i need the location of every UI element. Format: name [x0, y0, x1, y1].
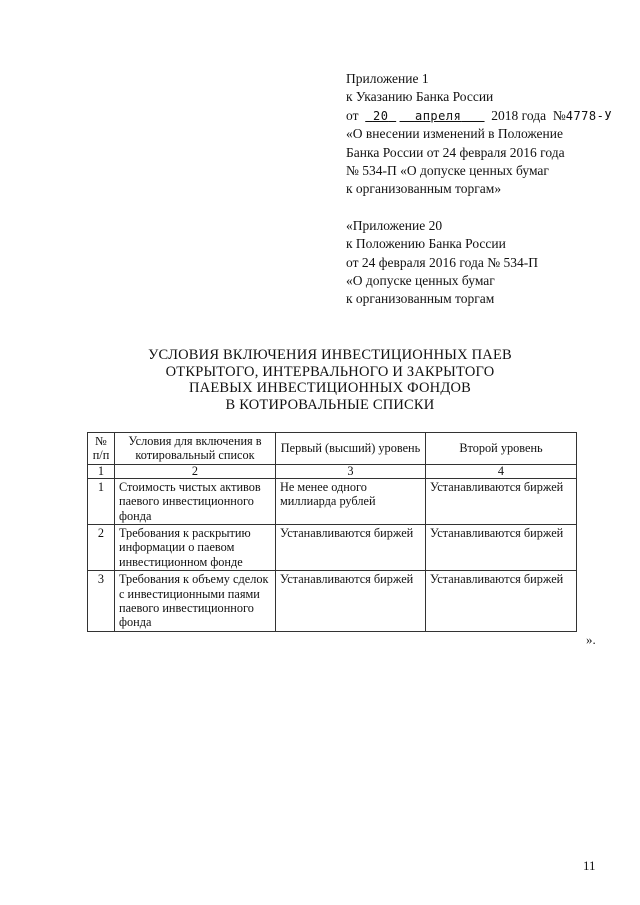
- row-condition: Требования к раскрытию информации о паевом инвестиционном фонде: [115, 525, 276, 571]
- row-condition: Стоимость чистых активов паевого инвестиционного фонда: [115, 478, 276, 524]
- number-prefix: №: [552, 107, 566, 123]
- handwritten-month: апреля: [414, 108, 462, 123]
- header-second-level: Второй уровень: [426, 433, 577, 465]
- table-row: [88, 478, 577, 524]
- table-index-row: [88, 464, 577, 478]
- row-number: 3: [88, 571, 115, 632]
- index-cell: 2: [115, 464, 276, 478]
- table-header-row: [88, 433, 577, 465]
- table-row: [88, 525, 577, 571]
- title-line-1: УСЛОВИЯ ВКЛЮЧЕНИЯ ИНВЕСТИЦИОННЫХ ПАЕВ: [148, 347, 512, 363]
- approval-line-5: Банка России от 24 февраля 2016 года: [346, 144, 565, 160]
- row-second-level: Устанавливаются биржей: [426, 525, 577, 571]
- row-first-level: Не менее одного миллиарда рублей: [276, 478, 426, 524]
- approval-line-4: «О внесении изменений в Положение: [346, 126, 563, 142]
- approval-line-6: № 534-П «О допуске ценных бумаг: [346, 163, 549, 179]
- row-second-level: Устанавливаются биржей: [426, 478, 577, 524]
- conditions-table: [87, 432, 577, 632]
- approval-line-2: к Указанию Банка России: [346, 89, 494, 105]
- approval-date-line: [346, 107, 626, 125]
- date-year: 2018 года: [491, 107, 547, 123]
- date-from-prefix: от: [346, 107, 359, 123]
- row-number: 1: [88, 478, 115, 524]
- handwritten-number: 4778-У: [565, 108, 613, 123]
- index-cell: 4: [426, 464, 577, 478]
- table-row: [88, 571, 577, 632]
- approval-block: [346, 70, 626, 309]
- title-line-3: ПАЕВЫХ ИНВЕСТИЦИОННЫХ ФОНДОВ: [189, 380, 471, 397]
- header-number: № п/п: [88, 433, 115, 465]
- page-number: 11: [583, 858, 596, 873]
- closing-quote: ».: [586, 632, 596, 647]
- approval-line-7: к организованным торгам»: [346, 181, 502, 197]
- title-line-2: ОТКРЫТОГО, ИНТЕРВАЛЬНОГО И ЗАКРЫТОГО: [165, 363, 495, 380]
- row-number: 2: [88, 525, 115, 571]
- row-first-level: Устанавливаются биржей: [276, 571, 426, 632]
- appendix-line-5: к организованным торгам: [346, 291, 495, 307]
- index-cell: 3: [276, 464, 426, 478]
- appendix-line-4: «О допуске ценных бумаг: [346, 273, 495, 289]
- title-line-4: В КОТИРОВАЛЬНЫЕ СПИСКИ: [225, 396, 435, 413]
- approval-line-1: Приложение 1: [346, 71, 429, 86]
- appendix-line-1: «Приложение 20: [346, 217, 443, 233]
- handwritten-day: 20: [372, 108, 389, 123]
- row-condition: Требования к объему сделок с инвестиционными паями паевого инвестиционного фонда: [115, 571, 276, 632]
- appendix-line-2: к Положению Банка России: [346, 236, 506, 252]
- header-first-level: Первый (высший) уровень: [276, 433, 426, 465]
- row-second-level: Устанавливаются биржей: [426, 571, 577, 632]
- appendix-line-3: от 24 февраля 2016 года № 534-П: [346, 254, 538, 270]
- index-cell: 1: [88, 464, 115, 478]
- row-first-level: Устанавливаются биржей: [276, 525, 426, 571]
- header-conditions: Условия для включения в котировальный список: [115, 433, 276, 465]
- document-title: [130, 347, 530, 413]
